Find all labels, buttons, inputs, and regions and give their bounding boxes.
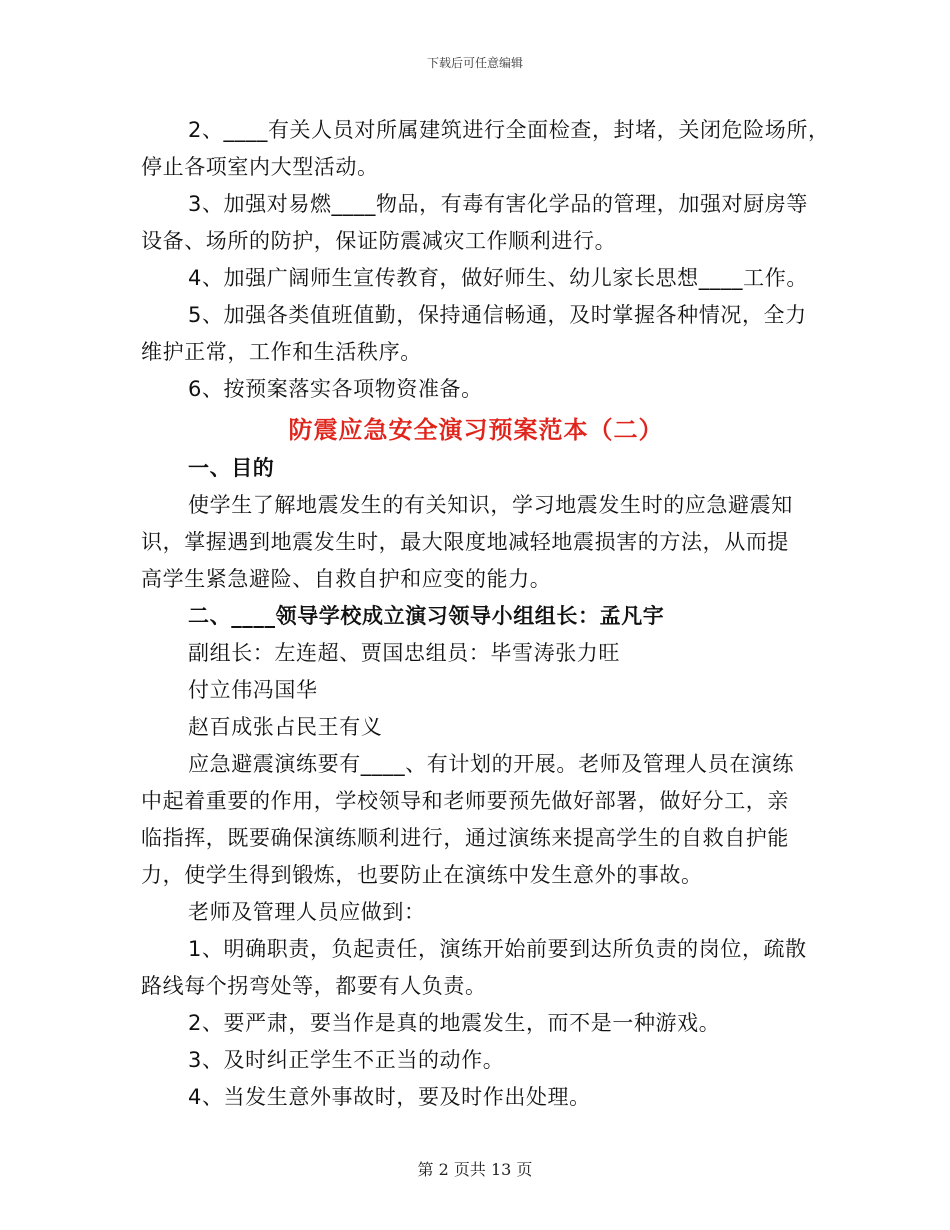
page-header: 下载后可任意编辑: [426, 56, 523, 70]
drill-line-3: 临指挥，既要确保演练顺利进行，通过演练来提高学生的自救自护能: [141, 826, 789, 850]
item-3-line-2: 设备、场所的防护，保证防震减灾工作顺利进行。: [141, 229, 617, 253]
purpose-line-1: 使学生了解地震发生的有关知识，学习地震发生时的应急避震知: [188, 493, 793, 517]
drill-line-2: 中起着重要的作用，学校领导和老师要预先做好部署，做好分工，亲: [141, 789, 789, 813]
section-title: 防震应急安全演习预案范本（二）: [288, 416, 664, 444]
item-2-line-1: 2、____有关人员对所属建筑进行全面检查，封堵，关闭危险场所，: [188, 118, 830, 142]
duty-1-line-2: 路线每个拐弯处等，都要有人负责。: [141, 974, 487, 998]
item-3-line-1: 3、加强对易燃____物品，有毒有害化学品的管理，加强对厨房等: [188, 192, 808, 216]
document-body: [141, 112, 830, 1116]
members-line-2: 付立伟冯国华: [188, 678, 318, 702]
duty-4: 4、当发生意外事故时，要及时作出处理。: [188, 1085, 591, 1109]
duty-1-line-1: 1、明确职责，负起责任，演练开始前要到达所负责的岗位，疏散: [188, 937, 807, 961]
purpose-line-3: 高学生紧急避险、自救自护和应变的能力。: [141, 567, 552, 591]
heading-leadership: 二、____领导学校成立演习领导小组组长：孟凡宇: [188, 604, 665, 628]
page-footer: 第 2 页共 13 页: [417, 1160, 533, 1179]
duties-intro: 老师及管理人员应做到：: [188, 900, 426, 924]
item-2-line-2: 停止各项室内大型活动。: [141, 155, 379, 179]
item-5-line-1: 5、加强各类值班值勤，保持通信畅通，及时掌握各种情况，全力: [188, 303, 807, 327]
drill-line-1: 应急避震演练要有____、有计划的开展。老师及管理人员在演练: [188, 752, 794, 776]
purpose-line-2: 识，掌握遇到地震发生时，最大限度地减轻地震损害的方法，从而提: [141, 530, 789, 554]
item-4-line-1: 4、加强广阔师生宣传教育，做好师生、幼儿家长思想____工作。: [188, 266, 808, 290]
item-6-line-1: 6、按预案落实各项物资准备。: [188, 377, 483, 401]
item-5-line-2: 维护正常，工作和生活秩序。: [141, 340, 422, 364]
members-line-3: 赵百成张占民王有义: [188, 715, 383, 739]
heading-purpose: 一、目的: [188, 456, 275, 480]
duty-2: 2、要严肃，要当作是真的地震发生，而不是一种游戏。: [188, 1011, 721, 1035]
drill-line-4: 力，使学生得到锻炼，也要防止在演练中发生意外的事故。: [141, 863, 703, 887]
duty-3: 3、及时纠正学生不正当的动作。: [188, 1048, 505, 1072]
members-line-1: 副组长：左连超、贾国忠组员：毕雪涛张力旺: [188, 641, 620, 665]
